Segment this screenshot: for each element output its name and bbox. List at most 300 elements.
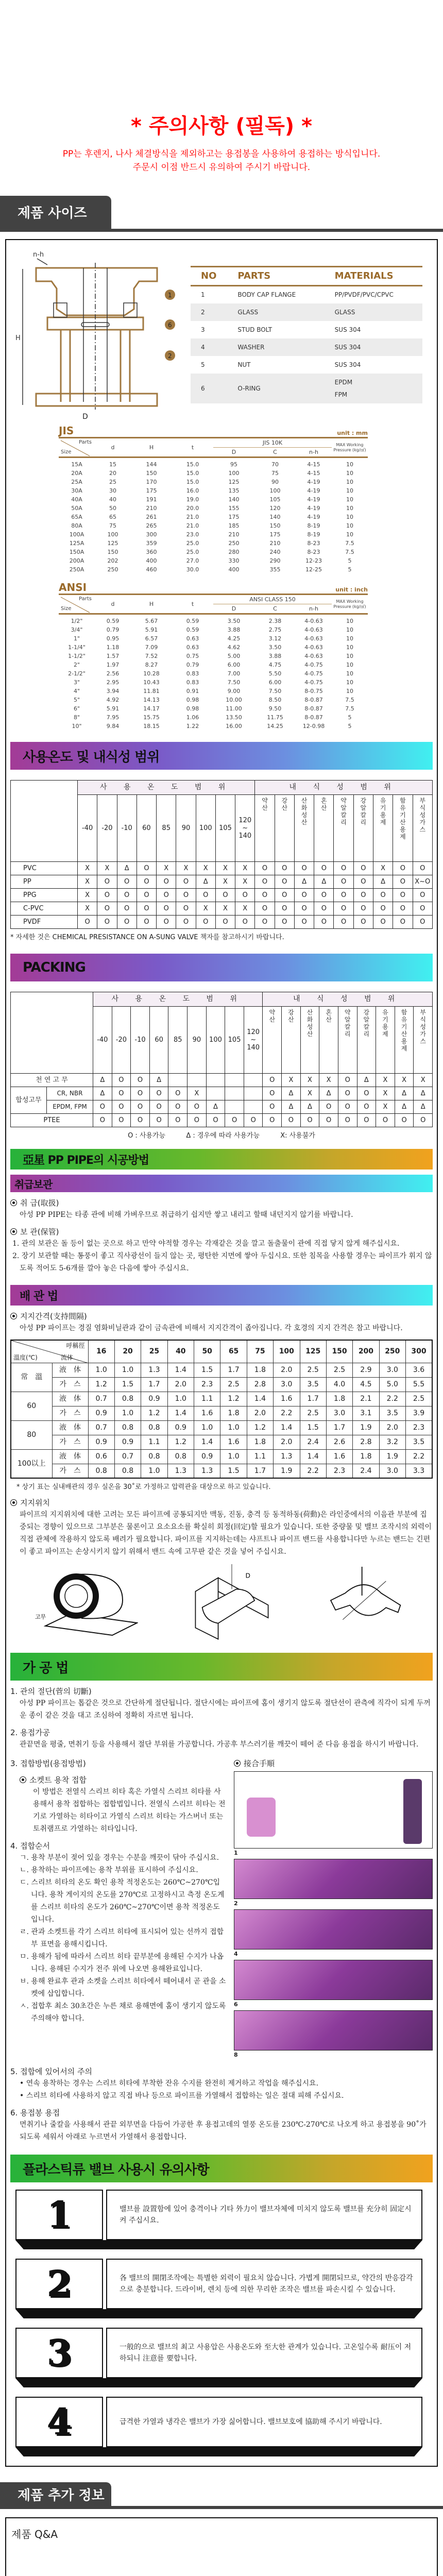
method-band: 亞星 PP PIPE의 시공방법 <box>10 1149 433 1170</box>
joining-photo-column <box>234 1753 433 2061</box>
size-cell: 200A <box>69 557 84 564</box>
spec-cell: 4-0.63 <box>304 626 323 633</box>
rating-cell: O <box>97 889 117 902</box>
rating-cell: O <box>373 902 393 916</box>
chem-col-header <box>353 795 373 862</box>
span-cell: 1.2 <box>167 1435 194 1449</box>
rating-cell: O <box>137 889 156 902</box>
span-row <box>11 1377 432 1392</box>
s2-text: 관끝면을 평줄, 면취기 등을 사용해서 절단 부위를 가공합니다. 가공후 부스러기를 깨끗이 떼어 준 다음 용접을 하시기 바랍니다. <box>20 1740 419 1749</box>
s4-steps <box>10 1852 227 2025</box>
rating-cell: O <box>255 889 275 902</box>
spec-cell: 300 <box>146 531 157 538</box>
span-cell: 1.5 <box>300 1420 326 1435</box>
caution-box <box>106 2259 422 2309</box>
rating-cell: O <box>373 916 393 929</box>
material-name: PP <box>11 875 78 889</box>
spec-cell: 8-19 <box>307 522 320 529</box>
rating-cell: O <box>294 902 314 916</box>
label-nh: n-h <box>33 251 44 259</box>
spec-cell: 4-15 <box>307 470 320 477</box>
rating-cell: O <box>334 889 353 902</box>
spec-cell: 3.94 <box>106 688 120 694</box>
temp-col-header: 85 <box>157 795 176 862</box>
material-value: SUS 304 <box>334 343 361 351</box>
rating-cell: Δ <box>196 875 215 889</box>
span-cell: 1.6 <box>274 1392 300 1406</box>
dim-label: D <box>245 1572 250 1580</box>
bullet-icon <box>10 1199 17 1206</box>
temp-group-label: 80 <box>11 1420 52 1449</box>
rating-cell: O <box>275 916 294 929</box>
rating-cell: O <box>137 902 156 916</box>
chem-col-label: 혼산 <box>321 797 327 811</box>
ansi-title: ANSI <box>59 581 87 594</box>
spec-cell: 7.5 <box>345 697 354 703</box>
rating-cell: X <box>373 862 393 875</box>
spec-cell: 4-19 <box>307 514 320 520</box>
rubber-label: 고무 <box>35 1614 46 1620</box>
span-cell: 1.3 <box>194 1464 220 1478</box>
span-cell: 1.7 <box>141 1377 167 1392</box>
span-cell: 0.9 <box>114 1435 141 1449</box>
rating-cell: O <box>263 1087 282 1100</box>
chem-col-label: 약알칼리 <box>340 797 347 826</box>
rating-cell: O <box>157 916 176 929</box>
grid-row <box>11 1087 433 1100</box>
rating-cell: X <box>78 889 97 902</box>
rating-cell: O <box>393 916 413 929</box>
chem-col-header <box>414 1007 433 1074</box>
s3-sub: 소켓트 용착 접합 <box>29 1775 87 1785</box>
rating-cell: Δ <box>414 1100 433 1114</box>
rating-cell: Δ <box>93 1087 112 1100</box>
chem-col-label: 혼산 <box>326 1009 332 1023</box>
rating-cell <box>188 1074 207 1087</box>
rating-cell: O <box>255 916 275 929</box>
size-header: 200 <box>353 1340 379 1363</box>
storage-heading <box>10 1226 433 1238</box>
spec-cell: 11.81 <box>143 688 160 694</box>
caution-box <box>106 2190 422 2240</box>
spec-row <box>59 457 368 469</box>
spec-cell: 10 <box>346 644 354 651</box>
spec-cell: 4-0.63 <box>304 653 323 659</box>
part-name: WASHER <box>227 338 324 356</box>
spec-cell: 10 <box>346 670 354 677</box>
spec-col-header: t <box>172 438 213 457</box>
spec-cell: 40 <box>109 496 116 503</box>
cable-reel-image <box>403 1779 422 1844</box>
chem-col-label: 강알칼리 <box>360 797 367 826</box>
spec-cell: 6.57 <box>145 635 158 642</box>
temp-col-header: 100 <box>206 1007 225 1074</box>
part-name: O-RING <box>227 374 324 403</box>
chem-range-header: 내 식 성 범 위 <box>263 992 433 1007</box>
span-cell: 1.6 <box>326 1449 352 1464</box>
caution-shadow <box>15 2240 422 2249</box>
rating-cell: O <box>157 875 176 889</box>
span-cell: 2.3 <box>406 1420 433 1435</box>
spec-cell: 120 <box>269 505 281 512</box>
span-cell: 5.5 <box>406 1377 433 1392</box>
spec-cell: 0.98 <box>186 705 199 712</box>
s5-item-2: • 스리브 히타에 사용하지 않고 직접 바나 등으로 파이프를 가열해서 접합하는 일은 절대 피해 주십시요. <box>20 2092 344 2100</box>
rating-cell: X <box>215 902 235 916</box>
span-cell: 2.2 <box>300 1464 326 1478</box>
chem-col-label: 함유기산용제 <box>400 797 406 840</box>
spec-cell: 21.0 <box>186 514 199 520</box>
col-parts: PARTS <box>227 267 324 286</box>
chem-col-header <box>319 1007 338 1074</box>
rating-cell: Δ <box>395 1087 414 1100</box>
span-cell: 1.5 <box>220 1464 247 1478</box>
step-photo-6 <box>234 1960 433 2000</box>
part-material <box>325 338 422 356</box>
rating-cell: O <box>353 875 373 889</box>
spec-cell: 4-19 <box>307 487 320 494</box>
spec-cell: 3.88 <box>268 653 282 659</box>
spec-cell: 9.50 <box>268 705 282 712</box>
spec-cell: 10 <box>346 505 353 512</box>
spec-cell: 8-0.75 <box>304 688 323 694</box>
span-cell: 1.8 <box>353 1449 379 1464</box>
spec-cell: 1.57 <box>106 653 120 659</box>
rating-cell: X <box>78 875 97 889</box>
spec-row <box>59 513 368 521</box>
spec-cell: 27.0 <box>186 557 199 564</box>
rating-cell: O <box>255 875 275 889</box>
span-cell: 3.3 <box>406 1464 433 1478</box>
spec-cell: 13.50 <box>226 714 242 721</box>
spec-cell: 10 <box>346 688 354 694</box>
spec-row <box>59 660 368 669</box>
spec-cell: 210 <box>228 531 240 538</box>
position-title: 지지위치 <box>20 1498 50 1507</box>
spec-cell: 290 <box>269 557 281 564</box>
span-cell: 2.5 <box>220 1377 247 1392</box>
spec-cell: 0.59 <box>186 626 199 633</box>
size-parts-corner <box>59 595 95 614</box>
part-material <box>325 356 422 374</box>
label-H: H <box>15 334 21 342</box>
rating-cell: X <box>235 902 255 916</box>
rating-cell: Δ <box>282 1100 301 1114</box>
spec-row <box>59 634 368 643</box>
spec-group-header: JIS 10K <box>213 438 332 448</box>
jis-unit: unit : mm <box>337 430 368 436</box>
temp-col-header: -40 <box>93 1007 112 1074</box>
grid-row <box>11 1114 433 1127</box>
span-cell: 1.7 <box>300 1392 326 1406</box>
span-cell: 1.1 <box>141 1435 167 1449</box>
spec-cell: 15.0 <box>186 479 199 485</box>
span-row <box>11 1363 432 1377</box>
span-row <box>11 1449 432 1464</box>
rating-cell: O <box>117 902 137 916</box>
spec-row <box>59 669 368 678</box>
joining-text-column <box>10 1753 227 2061</box>
valve-caution-band: 플라스틱류 밸브 사용시 유의사항 <box>10 2155 433 2182</box>
chem-col-header <box>255 795 275 862</box>
chem-col-label: 산화성산 <box>306 1009 313 1038</box>
size-cell: 8" <box>73 714 80 721</box>
spec-cell: 2.38 <box>268 618 282 624</box>
chem-col-header <box>294 795 314 862</box>
size-header: 250 <box>379 1340 405 1363</box>
s1-title: 1. 관의 절단(菅의 切斷) <box>10 1687 92 1696</box>
rating-cell <box>244 1074 263 1087</box>
rating-cell: O <box>357 1114 376 1127</box>
spec-row <box>59 652 368 660</box>
temp-range-header: 사 용 온 도 범 위 <box>78 781 255 795</box>
photo-title-text: 接合手順 <box>244 1759 275 1768</box>
temp-resistance-note: * 자세한 것은 CHEMICAL PRESISTANCE ON A-SUNG VALVE 책자를 참고하시기 바랍니다. <box>10 934 284 941</box>
span-cell: 1.0 <box>114 1363 141 1377</box>
size-cell: 250A <box>69 566 84 573</box>
span-cell: 1.8 <box>326 1392 352 1406</box>
chem-col-header <box>376 1007 395 1074</box>
rating-cell: O <box>413 862 432 875</box>
rating-cell: Δ <box>206 1100 225 1114</box>
rating-cell: O <box>338 1100 357 1114</box>
s3-subheading <box>10 1774 227 1786</box>
rating-cell: O <box>353 916 373 929</box>
spec-cell: 5.00 <box>227 653 241 659</box>
rating-cell: O <box>353 902 373 916</box>
part-material <box>325 374 422 403</box>
spec-cell: 359 <box>146 540 157 547</box>
rating-cell: O <box>393 875 413 889</box>
span-cell: 3.9 <box>406 1406 433 1420</box>
spec-cell: 10 <box>346 522 353 529</box>
spec-cell: 3.12 <box>268 635 282 642</box>
span-cell: 0.8 <box>141 1420 167 1435</box>
spec-cell: 7.50 <box>227 679 241 686</box>
rating-cell: O <box>275 875 294 889</box>
spec-cell: 12-0.98 <box>302 723 325 730</box>
parts-row <box>191 303 422 321</box>
part-material <box>325 303 422 321</box>
chem-col-header <box>413 795 432 862</box>
spec-cell: 16.0 <box>186 487 199 494</box>
size-header: 150 <box>326 1340 352 1363</box>
temp-col-header: 85 <box>168 1007 188 1074</box>
spec-cell: 0.91 <box>186 688 199 694</box>
span-cell: 2.0 <box>167 1377 194 1392</box>
rating-cell <box>225 1074 244 1087</box>
temp-group-label: 60 <box>11 1392 52 1420</box>
rating-cell: X <box>395 1074 414 1087</box>
caution-text: 급격한 가열과 냉각은 밸브가 가장 싫어합니다. 밸브보호에 協助해 주시기 바랍니다. <box>120 2418 382 2426</box>
span-cell: 1.2 <box>220 1392 247 1406</box>
rating-cell: O <box>244 1114 263 1127</box>
span-cell: 2.0 <box>274 1435 300 1449</box>
rating-cell: O <box>395 1114 414 1127</box>
spec-cell: 191 <box>146 496 157 503</box>
spec-col-header: H <box>131 438 172 457</box>
corner-parts: Parts <box>79 439 92 445</box>
rating-cell: X <box>188 1087 207 1100</box>
callout-6: 6 <box>168 321 172 329</box>
s1-text: 아성 PP 파이프는 톱같은 것으로 간단하게 절단됩니다. 절단시에는 파이프에 홈이 생기지 않도록 절단선이 관측에 직각이 되게 두꺼운 종이 같은 것을 대고 조심하여 정확히 자르면 됩니다. <box>20 1699 431 1720</box>
caution-shadow <box>15 2447 422 2456</box>
size-header: 100 <box>274 1340 300 1363</box>
span-corner <box>11 1340 88 1363</box>
span-cell: 1.0 <box>141 1464 167 1478</box>
spec-cell: 11.00 <box>226 705 242 712</box>
rating-cell: Δ <box>357 1074 376 1087</box>
spec-cell: 1.18 <box>106 644 120 651</box>
photo-label-2: 2 <box>234 1900 238 1907</box>
spec-col-header: D <box>213 604 254 614</box>
rating-cell: O <box>263 1114 282 1127</box>
rating-cell <box>206 1074 225 1087</box>
spec-cell: 0.79 <box>186 662 199 668</box>
spec-cell: 330 <box>228 557 240 564</box>
span-cell: 1.3 <box>141 1363 167 1377</box>
material-name: PVC <box>11 862 78 875</box>
span-cell: 2.4 <box>353 1464 379 1478</box>
rating-cell: O <box>157 902 176 916</box>
spec-cell: 75 <box>109 522 116 529</box>
rating-cell: X <box>414 1074 433 1087</box>
span-row <box>11 1435 432 1449</box>
caution-item <box>15 2328 422 2389</box>
pipe-clamp-illustration <box>326 1567 408 1639</box>
content-frame <box>5 239 438 2467</box>
jis-table <box>59 437 368 574</box>
temp-col-header: 100 <box>196 795 215 862</box>
spec-cell: 265 <box>146 522 157 529</box>
parts-row <box>191 338 422 356</box>
spec-cell: 155 <box>228 505 240 512</box>
span-cell: 0.8 <box>114 1392 141 1406</box>
spec-row <box>59 687 368 696</box>
span-cell: 1.7 <box>220 1363 247 1377</box>
chem-col-header <box>300 1007 319 1074</box>
s4-step: ㄴ. 용착하는 파이프에는 용착 부위를 표시하여 주십시요. <box>20 1866 198 1874</box>
spec-cell: 7.09 <box>145 644 158 651</box>
heater-unit-image <box>247 1798 276 1837</box>
size-cell: 50A <box>71 505 82 512</box>
rating-cell <box>206 1087 225 1100</box>
span-cell: 2.5 <box>300 1406 326 1420</box>
rating-cell: X <box>282 1074 301 1087</box>
caution-shadow <box>15 2378 422 2387</box>
spec-cell: 15.0 <box>186 470 199 477</box>
rating-cell: X <box>300 1074 319 1087</box>
spec-cell: 30.0 <box>186 566 199 573</box>
material-name: 천 연 고 무 <box>11 1074 93 1087</box>
span-cell: 1.0 <box>220 1449 247 1464</box>
rating-cell: O <box>300 1114 319 1127</box>
spec-row <box>59 625 368 634</box>
spec-cell: 125 <box>228 479 240 485</box>
part-no: 3 <box>201 326 205 333</box>
spec-cell: 400 <box>146 557 157 564</box>
rating-cell: Δ <box>93 1074 112 1087</box>
size-cell: 150A <box>69 549 84 555</box>
grid-row <box>11 1074 433 1087</box>
rating-cell: O <box>168 1087 188 1100</box>
rating-cell: X <box>235 862 255 875</box>
spec-cell: 202 <box>107 557 118 564</box>
rating-cell: O <box>373 889 393 902</box>
rating-cell: O <box>97 916 117 929</box>
temp-resistance-band: 사용온도 및 내식성 범위 <box>10 742 433 770</box>
group-label: 합성고무 <box>11 1087 47 1114</box>
span-cell: 3.5 <box>300 1377 326 1392</box>
qa-title: 제품 Q&A <box>11 2528 58 2540</box>
spec-cell: 4-19 <box>307 479 320 485</box>
rating-cell: X <box>196 862 215 875</box>
size-cell: 2-1/2" <box>68 670 86 677</box>
spec-cell: 135 <box>228 487 240 494</box>
spec-cell: 10.00 <box>226 697 242 703</box>
span-cell: 2.3 <box>326 1464 352 1478</box>
spec-cell: 12-25 <box>305 566 322 573</box>
size-cell: 2" <box>73 662 80 668</box>
temp-col-header: -10 <box>117 795 137 862</box>
caution-number: 2 <box>15 2259 103 2309</box>
chem-col-label: 약산 <box>262 797 268 811</box>
rating-cell: O <box>334 862 353 875</box>
span-cell: 1.0 <box>88 1363 114 1377</box>
s4-step: ㄹ. 관과 소켓트를 각기 스리브 히타에 표시되어 있는 선까지 접합부 표면을 용해시킵니다. <box>20 1928 224 1948</box>
spec-cell: 3.88 <box>227 626 241 633</box>
spec-cell: 21.0 <box>186 522 199 529</box>
span-cell: 3.5 <box>379 1406 405 1420</box>
span-cell: 3.5 <box>406 1435 433 1449</box>
size-cell: 10" <box>72 723 82 730</box>
material-value-2: FPM <box>334 391 348 398</box>
spec-cell: 400 <box>228 566 240 573</box>
s4-step: ㅅ. 접합후 최소 30초간은 누른 채로 용해면에 홈이 생기지 않도록 주의해야 합니다. <box>20 2002 226 2023</box>
chem-col-label: 강산 <box>281 797 288 811</box>
fluid-label: 液 体 <box>52 1363 88 1377</box>
span-cell: 1.5 <box>194 1363 220 1377</box>
caution-box <box>106 2328 422 2378</box>
span-cell: 1.8 <box>247 1435 273 1449</box>
span-cell: 1.0 <box>194 1420 220 1435</box>
rating-cell: X <box>319 1074 338 1087</box>
support-span-table <box>10 1340 433 1479</box>
spec-cell: 210 <box>269 540 281 547</box>
span-cell: 1.4 <box>167 1406 194 1420</box>
grid-row <box>11 902 433 916</box>
extra-info-tab[interactable]: 제품 추가 정보 <box>0 2482 111 2509</box>
rating-cell: X~O <box>413 875 432 889</box>
spec-cell: 50 <box>109 505 116 512</box>
span-cell: 2.4 <box>300 1435 326 1449</box>
spec-cell: 6.00 <box>268 679 282 686</box>
rating-cell: O <box>97 875 117 889</box>
chem-col-label: 부식성가스 <box>419 797 426 833</box>
chem-col-label: 부식성가스 <box>420 1009 426 1045</box>
spec-cell: 20 <box>109 470 116 477</box>
span-cell: 2.2 <box>406 1449 433 1464</box>
span-cell: 1.6 <box>220 1435 247 1449</box>
part-no: 6 <box>191 374 227 403</box>
part-no: 1 <box>201 291 205 299</box>
product-size-tab[interactable]: 제품 사이즈 <box>0 196 111 232</box>
rating-cell: O <box>168 1100 188 1114</box>
spec-cell: 95 <box>230 461 237 468</box>
spec-cell: 10 <box>346 461 353 468</box>
spec-cell: 175 <box>146 487 157 494</box>
spec-cell: 90 <box>271 479 279 485</box>
